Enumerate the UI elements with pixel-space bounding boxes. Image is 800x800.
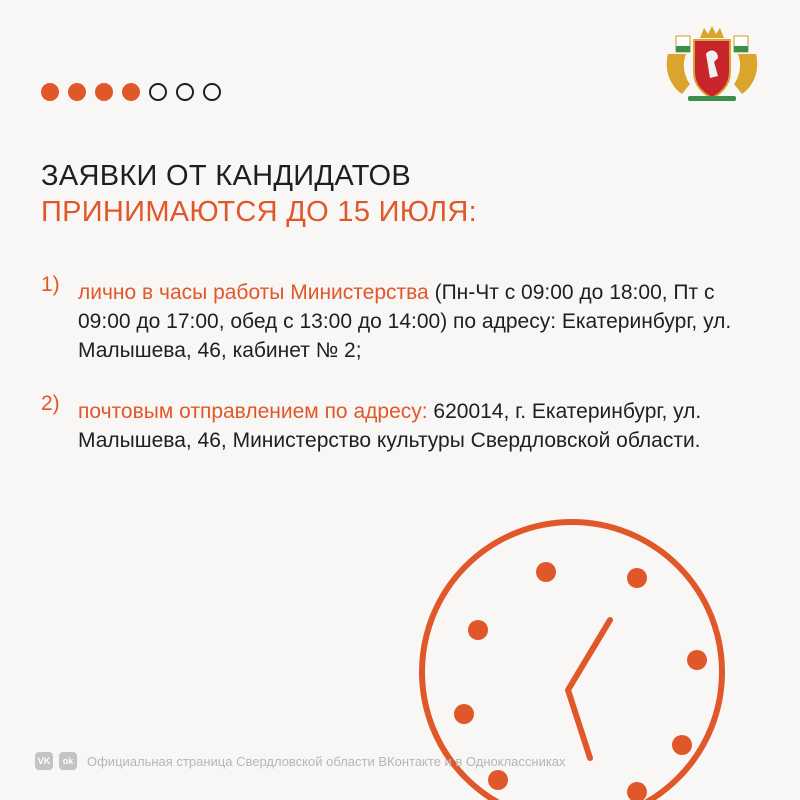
footer (35, 752, 566, 770)
sverdlovsk-coat-of-arms-icon (660, 24, 764, 104)
vk-icon[interactable]: VK (35, 752, 53, 770)
odnoklassniki-icon[interactable]: ok (59, 752, 77, 770)
item-highlight: лично в часы работы Министерства (78, 281, 429, 304)
item-number: 2) (41, 392, 60, 415)
title-line-1: ЗАЯВКИ ОТ КАНДИДАТОВ (41, 160, 411, 192)
progress-dot (149, 83, 167, 101)
clock-dot (454, 704, 474, 724)
progress-dots (41, 83, 221, 101)
item-body (78, 397, 768, 455)
page-title (41, 160, 477, 229)
clock-hands (568, 620, 610, 758)
progress-dot (68, 83, 86, 101)
clock-dot (627, 568, 647, 588)
clock-dot (627, 782, 647, 800)
item-text: 620014, г. Екатеринбург, ул. Малышева, 46, Министерство культуры Свердловской области. (78, 400, 702, 452)
clock-dot (687, 650, 707, 670)
item-number: 1) (41, 273, 60, 296)
item-body (78, 278, 768, 365)
progress-dot (176, 83, 194, 101)
item-highlight: почтовым отправлением по адресу: (78, 400, 428, 423)
title-line-2: ПРИНИМАЮТСЯ ДО 15 ИЮЛЯ: (41, 196, 477, 228)
clock-dot (536, 562, 556, 582)
list-item (41, 392, 768, 455)
footer-text: Официальная страница Свердловской области ВКонтакте и в Одноклассниках (87, 753, 566, 769)
clock-dot (468, 620, 488, 640)
list-item (41, 273, 768, 365)
progress-dot (203, 83, 221, 101)
item-text: (Пн-Чт с 09:00 до 18:00, Пт с 09:00 до 17:00, обед с 13:00 до 14:00) по адресу: Екатеринбург, ул. Малышева, 46, кабинет № 2; (78, 281, 732, 362)
clock-dot (672, 735, 692, 755)
progress-dot (122, 83, 140, 101)
progress-dot (95, 83, 113, 101)
progress-dot (41, 83, 59, 101)
clock-dot (488, 770, 508, 790)
